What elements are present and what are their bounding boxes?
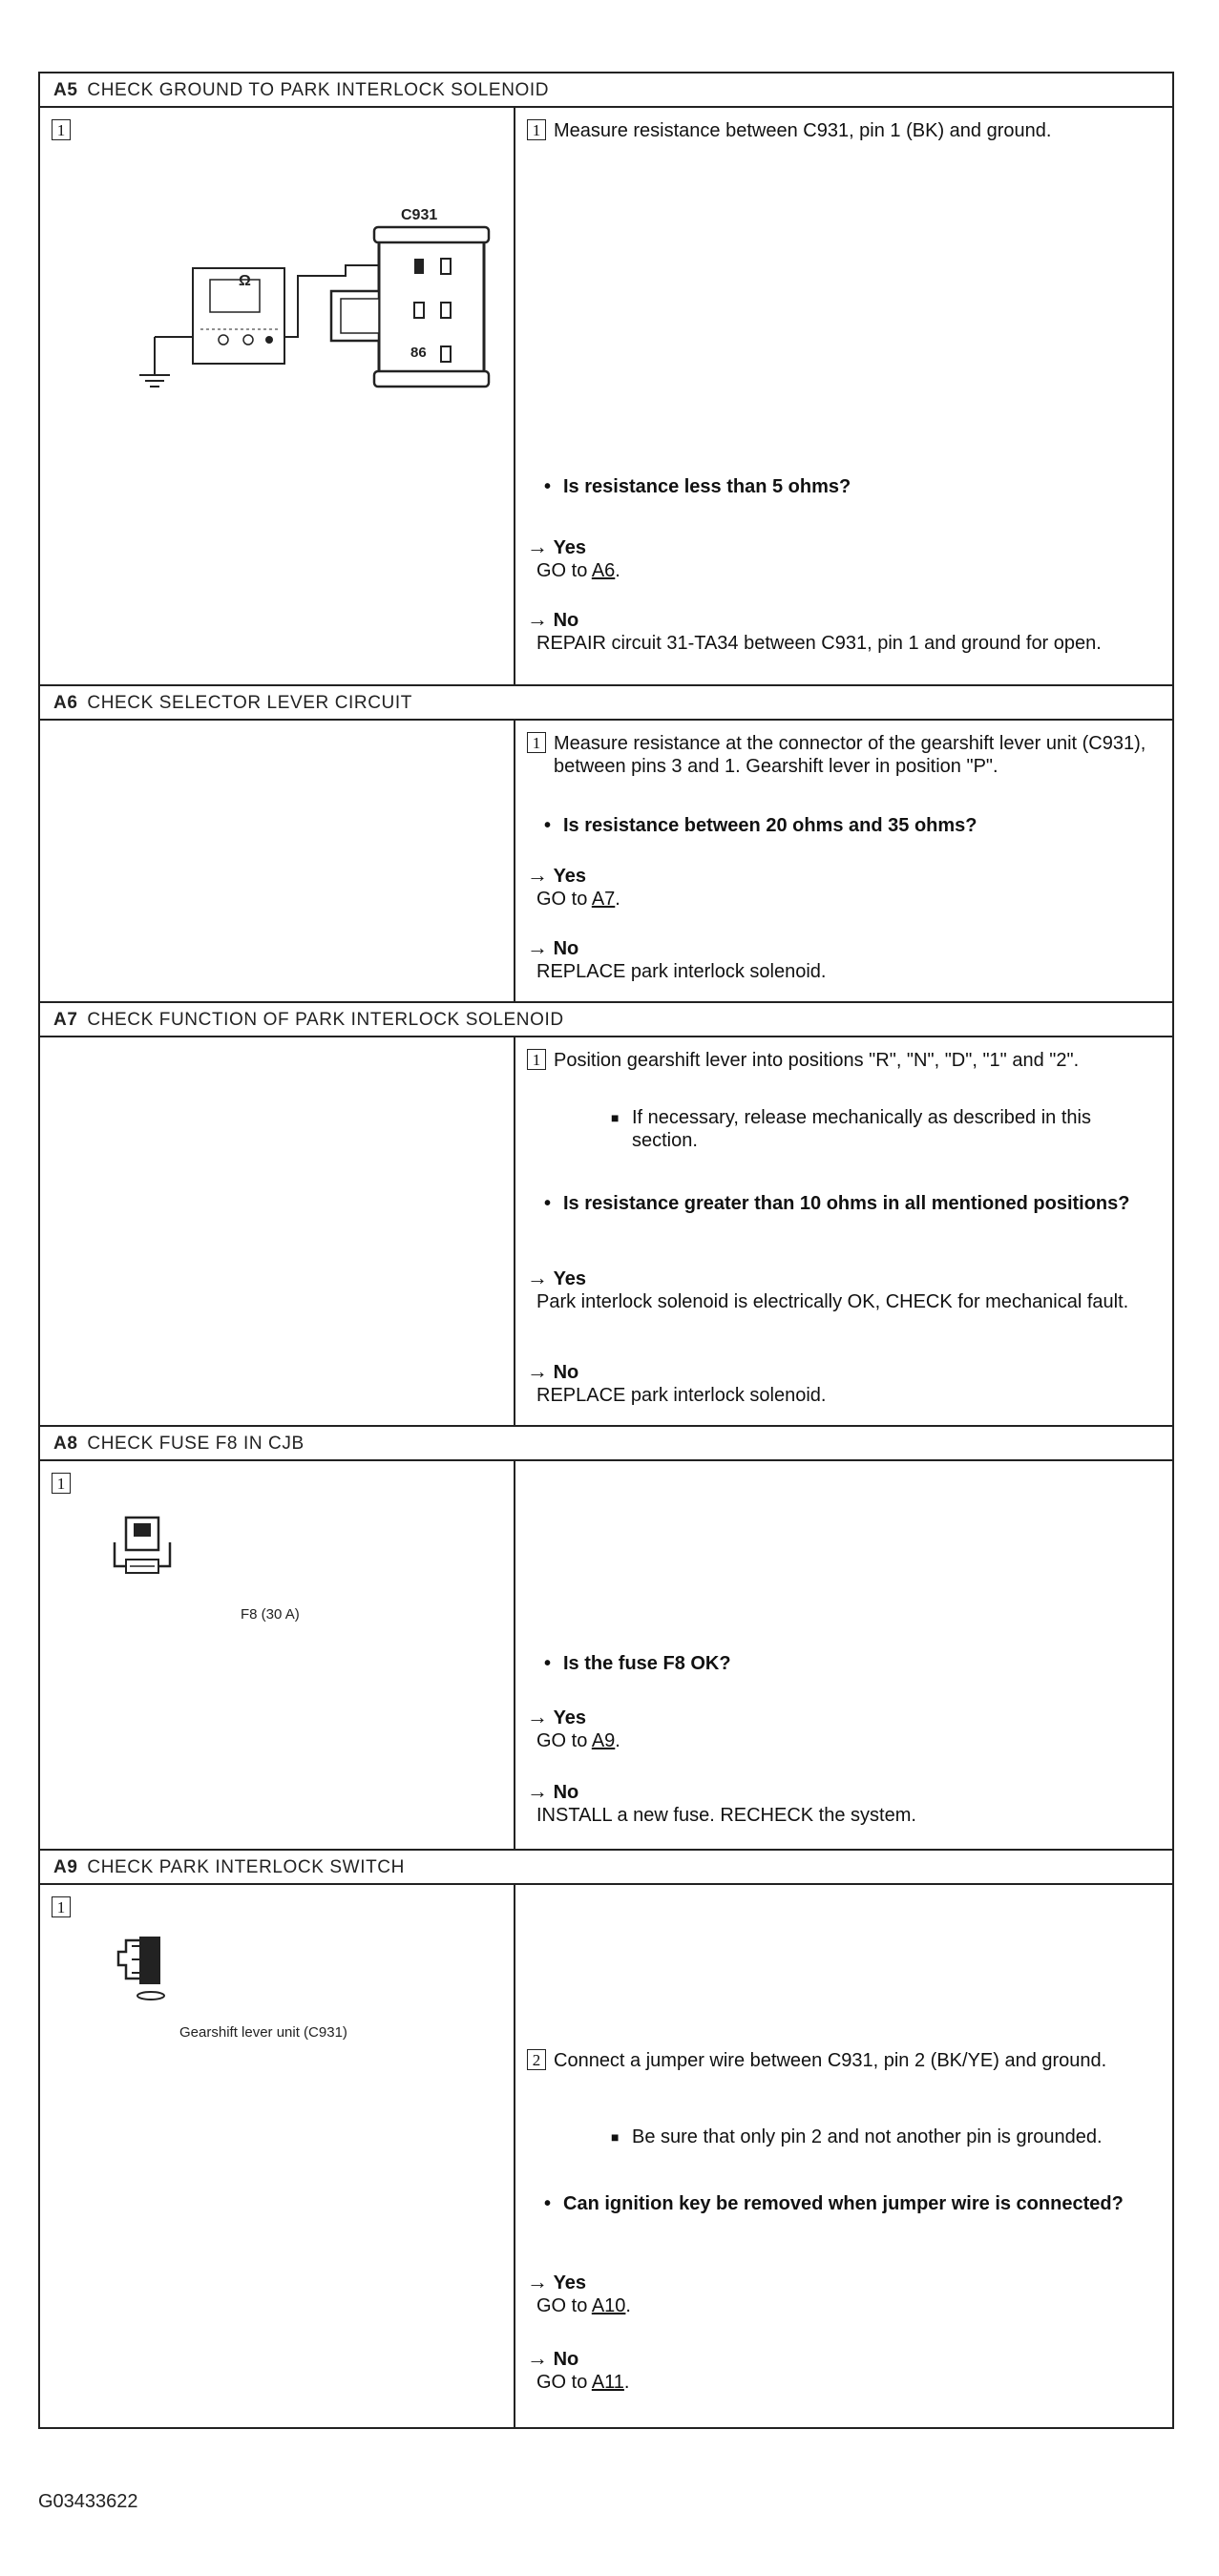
question: • Can ignition key be removed when jumper wire is connected? [527,2192,1136,2215]
section-title: CHECK SELECTOR LEVER CIRCUIT [87,693,412,713]
pin-label: 86 [410,345,427,361]
no-label: No [553,938,579,959]
no-answer [527,608,1147,655]
section-a5-diagram-cell [40,108,515,684]
arrow-right-icon: → [527,2346,548,2370]
unit-caption: Gearshift lever unit (C931) [179,2024,347,2041]
yes-suffix: . [625,2295,631,2316]
no-suffix: . [623,2372,630,2393]
no-action: REPLACE park interlock solenoid. [536,1385,827,1406]
yes-suffix: . [615,1730,620,1751]
arrow-right-icon: → [527,1779,548,1803]
sub-note: ■ Be sure that only pin 2 and not another pin is grounded. [527,2126,1128,2148]
yes-answer [527,535,620,582]
section-a5-body [40,108,1172,686]
sub-note: ■ If necessary, release mechanically as described in this section. [527,1106,1128,1152]
no-label: No [553,2349,579,2370]
section-code: A6 [53,693,78,713]
step-instruction: Measure resistance between C931, pin 1 (BK) and ground. [554,120,1052,141]
section-title: CHECK PARK INTERLOCK SWITCH [87,1857,405,1877]
no-answer [527,1360,826,1407]
gearshift-unit-diagram [97,1933,212,2019]
yes-prefix: GO to [536,560,588,581]
multimeter-connector-diagram [40,108,515,686]
diagram-step-number: 1 [52,1473,71,1494]
arrow-right-icon: → [527,863,548,887]
yes-answer [527,864,620,911]
no-label: No [553,1362,579,1383]
yes-label: Yes [553,1268,587,1289]
connector-label: C931 [401,207,438,223]
yes-answer [527,1267,1162,1313]
no-answer [527,936,826,983]
link-a7[interactable]: A7 [591,889,616,910]
section-a6-header [40,686,1172,721]
link-a9[interactable]: A9 [591,1730,616,1751]
section-code: A5 [53,80,78,100]
fuse-caption: F8 (30 A) [241,1606,300,1623]
step-number: 1 [527,119,546,140]
no-label: No [553,610,579,631]
step [527,2049,1138,2072]
section-a5-instruction-cell [515,108,1172,684]
yes-suffix: . [615,889,620,910]
section-a7-instruction-cell [515,1037,1172,1425]
multimeter-ohm-symbol: Ω [239,273,251,289]
fuse-diagram [107,1514,221,1590]
no-answer [527,2347,629,2394]
question: • Is resistance less than 5 ohms? [527,475,851,498]
test-procedure-table [38,72,1174,2429]
section-title: CHECK FUNCTION OF PARK INTERLOCK SOLENOID [87,1010,564,1030]
step-number: 1 [527,732,546,753]
arrow-right-icon: → [527,1359,548,1383]
yes-label: Yes [553,866,587,887]
no-action: REPAIR circuit 31-TA34 between C931, pin 1 and ground for open. [536,633,1102,654]
question: • Is resistance between 20 ohms and 35 ohms? [527,814,977,837]
step [527,1049,1161,1072]
section-a7-diagram-cell [40,1037,515,1425]
section-title: CHECK GROUND TO PARK INTERLOCK SOLENOID [87,80,550,100]
arrow-right-icon: → [527,2270,548,2293]
diagram-step-number: 1 [52,1896,71,1917]
section-a6-instruction-cell [515,721,1172,1001]
question: • Is the fuse F8 OK? [527,1652,731,1675]
yes-label: Yes [553,2272,587,2293]
connector-c931-icon [379,240,484,373]
section-a8-header [40,1427,1172,1461]
section-a9-body [40,1885,1172,2427]
section-a7-header [40,1003,1172,1037]
yes-prefix: GO to [536,1730,588,1751]
link-a6[interactable]: A6 [591,560,616,581]
arrow-right-icon: → [527,935,548,959]
no-answer [527,1780,916,1827]
yes-answer [527,2271,631,2317]
yes-action: Park interlock solenoid is electrically OK, CHECK for mechanical fault. [536,1291,1129,1312]
no-action: REPLACE park interlock solenoid. [536,961,827,982]
section-a5-header [40,73,1172,108]
section-a6-diagram-cell [40,721,515,1001]
multimeter-display [210,280,260,312]
step [527,732,1161,778]
arrow-right-icon: → [527,607,548,631]
no-label: No [553,1782,579,1803]
diagram-step-number: 1 [52,119,71,140]
step-number: 1 [527,1049,546,1070]
step-number: 2 [527,2049,546,2070]
yes-answer [527,1706,620,1752]
step [527,119,1161,142]
section-a8-instruction-cell [515,1461,1172,1849]
section-code: A7 [53,1010,78,1030]
yes-prefix: GO to [536,2295,588,2316]
section-a9-diagram-cell [40,1885,515,2427]
arrow-right-icon: → [527,534,548,558]
figure-code: G03433622 [38,2491,138,2512]
step-instruction: Connect a jumper wire between C931, pin 2 (BK/YE) and ground. [554,2050,1107,2071]
arrow-right-icon: → [527,1705,548,1728]
step-instruction: Measure resistance at the connector of the gearshift lever unit (C931), between pins 3 and 1. Gearshift lever in position "P". [554,733,1146,777]
no-action: INSTALL a new fuse. RECHECK the system. [536,1805,916,1826]
yes-label: Yes [553,537,587,558]
section-a8-diagram-cell [40,1461,515,1849]
section-code: A8 [53,1434,78,1454]
section-a6-body [40,721,1172,1003]
step-instruction: Position gearshift lever into positions "R", "N", "D", "1" and "2". [554,1050,1080,1071]
link-a10[interactable]: A10 [591,2295,626,2316]
question: • Is resistance greater than 10 ohms in all mentioned positions? [527,1192,1136,1215]
section-code: A9 [53,1857,78,1877]
section-a8-body [40,1461,1172,1851]
link-a11[interactable]: A11 [591,2372,624,2393]
section-a7-body [40,1037,1172,1427]
section-a9-instruction-cell [515,1885,1172,2427]
section-title: CHECK FUSE F8 IN CJB [87,1434,305,1454]
arrow-right-icon: → [527,1266,548,1289]
no-prefix: GO to [536,2372,588,2393]
yes-prefix: GO to [536,889,588,910]
yes-suffix: . [615,560,620,581]
yes-label: Yes [553,1707,587,1728]
section-a9-header [40,1851,1172,1885]
